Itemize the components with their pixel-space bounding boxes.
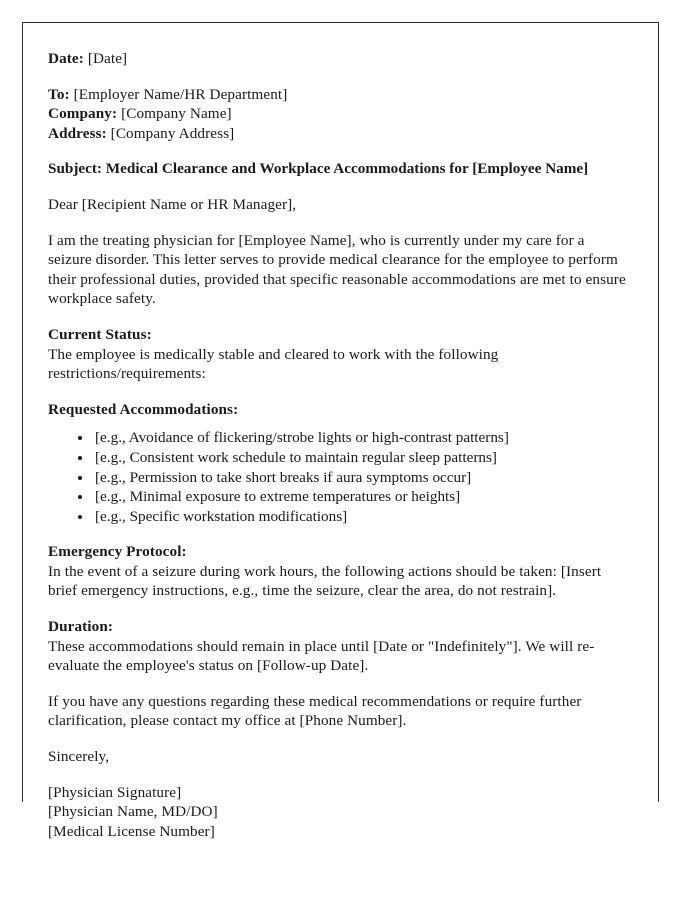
signature-line: [Physician Signature] <box>48 783 182 801</box>
recipient-block <box>48 85 630 144</box>
letter-body <box>23 23 658 841</box>
duration-text: These accommodations should remain in place until [Date or "Indefinitely"]. We will re-evaluate the employee's status on [Follow-up Date]. <box>48 637 595 675</box>
company-label: Company: <box>48 105 118 123</box>
company-value: [Company Name] <box>121 105 232 123</box>
list-item: • [e.g., Consistent work schedule to maintain regular sleep patterns] <box>93 448 630 468</box>
requested-accommodations-list <box>48 428 630 526</box>
address-label: Address: <box>48 124 107 142</box>
address-value: [Company Address] <box>110 124 235 142</box>
document-page <box>22 22 659 840</box>
to-line <box>48 85 630 105</box>
duration-section <box>48 617 630 676</box>
medical-license-line: [Medical License Number] <box>48 822 215 840</box>
intro-paragraph: I am the treating physician for [Employee Name], who is currently under my care for a seizure disorder. This letter serves to provide medical clearance for the employee to perform their professional duties, provided that specific reasonable accommodations are met to ensure workplace safety. <box>48 231 626 308</box>
salutation: Dear [Recipient Name or HR Manager], <box>48 195 297 213</box>
emergency-protocol-text: In the event of a seizure during work hours, the following actions should be taken: [Insert brief emergency instructions, e.g., time the seizure, clear the area, do not restrain]. <box>48 562 602 600</box>
to-label: To: <box>48 85 70 103</box>
date-block <box>48 49 630 69</box>
subject-line: Subject: Medical Clearance and Workplace Accommodations for [Employee Name] <box>48 160 589 178</box>
current-status-heading: Current Status: <box>48 325 152 343</box>
company-line <box>48 104 630 124</box>
list-item: • [e.g., Avoidance of flickering/strobe lights or high-contrast patterns] <box>93 428 630 448</box>
closing-paragraph: If you have any questions regarding these medical recommendations or require further clarification, please contact my office at [Phone Number]. <box>48 692 582 730</box>
list-item: • [e.g., Permission to take short breaks if aura symptoms occur] <box>93 468 630 488</box>
list-item: • [e.g., Minimal exposure to extreme temperatures or heights] <box>93 487 630 507</box>
signoff: Sincerely, <box>48 748 110 766</box>
address-line <box>48 124 630 144</box>
current-status-text: The employee is medically stable and cleared to work with the following restrictions/requirements: <box>48 345 499 383</box>
list-item: • [e.g., Specific workstation modifications] <box>93 507 630 527</box>
date-value: [Date] <box>87 50 128 67</box>
physician-name-line: [Physician Name, MD/DO] <box>48 803 218 821</box>
emergency-protocol-heading: Emergency Protocol: <box>48 543 187 561</box>
date-line <box>48 49 630 69</box>
date-label: Date: <box>48 50 84 67</box>
to-value: [Employer Name/HR Department] <box>73 85 288 103</box>
current-status-section <box>48 325 630 384</box>
signature-block <box>48 783 630 842</box>
duration-heading: Duration: <box>48 618 114 636</box>
emergency-protocol-section <box>48 542 630 601</box>
requested-accommodations-heading: Requested Accommodations: <box>48 400 239 418</box>
